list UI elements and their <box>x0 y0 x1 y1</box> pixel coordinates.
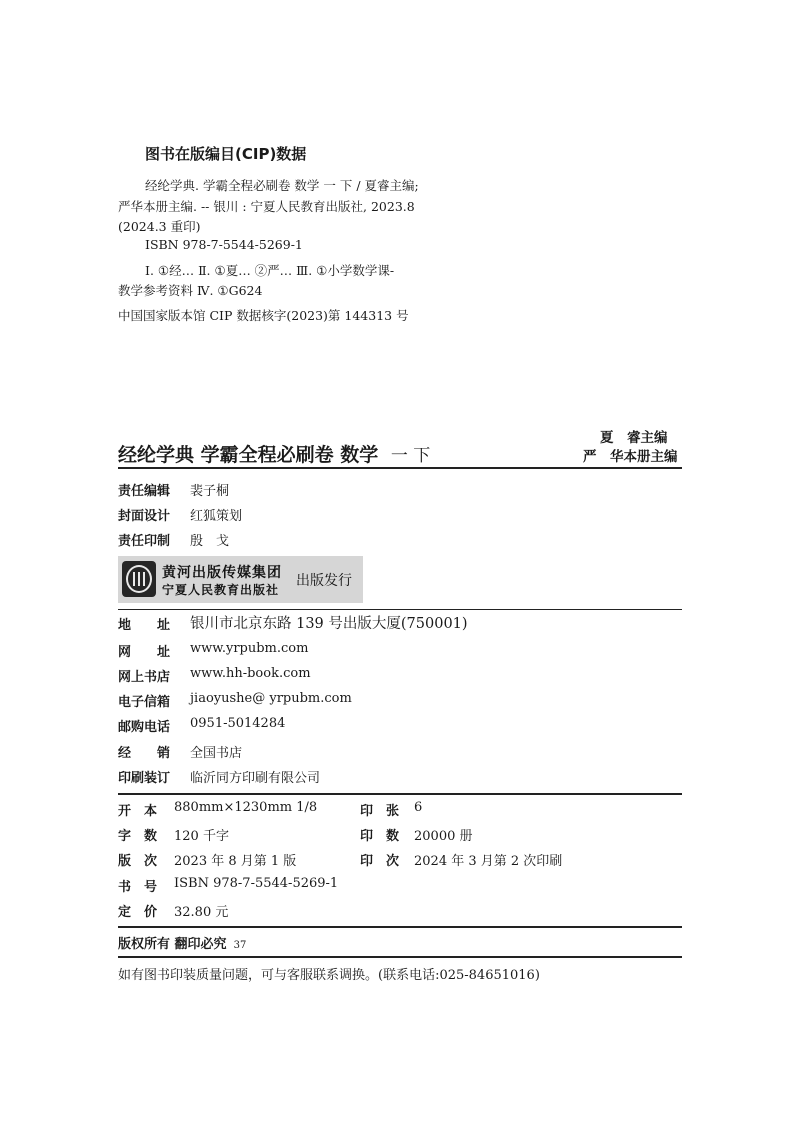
contact-label: 网上书店 <box>118 670 171 685</box>
spec-label: 字 数 <box>118 829 158 844</box>
cip-heading: 图书在版编目(CIP)数据 <box>145 145 307 163</box>
contact-value: 临沂同方印刷有限公司 <box>190 771 321 786</box>
cip-number: 中国国家版本馆 CIP 数据核字(2023)第 144313 号 <box>118 308 409 323</box>
copyright <box>118 933 246 952</box>
contact-value: 银川市北京东路 139 号出版大厦(750001) <box>190 616 468 632</box>
spec-label: 版 次 <box>118 854 158 869</box>
spec-value: 2023 年 8 月第 1 版 <box>174 854 297 869</box>
contact-label: 邮购电话 <box>118 720 171 735</box>
spec-label: 开 本 <box>118 804 158 819</box>
contact-value: 0951-5014284 <box>190 716 286 731</box>
contact-label: 电子信箱 <box>118 695 171 710</box>
staff-label: 责任印制 <box>118 534 171 549</box>
cip-isbn: ISBN 978-7-5544-5269-1 <box>145 237 303 252</box>
contact-label: 地 址 <box>118 618 171 633</box>
volume-editor: 严 华本册主编 <box>583 449 678 465</box>
copyright-code: 37 <box>233 940 247 951</box>
spec-value: 120 千字 <box>174 829 229 844</box>
divider <box>118 793 682 795</box>
contact-label: 经 销 <box>118 746 171 761</box>
contact-value: www.yrpubm.com <box>190 641 309 656</box>
staff-value: 殷 戈 <box>190 534 230 549</box>
publisher-logo-box <box>118 556 363 603</box>
main-editor: 夏 睿主编 <box>600 430 668 446</box>
book-title <box>118 440 430 467</box>
publisher-tag: 出版发行 <box>296 573 352 589</box>
publisher-group-name: 黄河出版传媒集团 <box>162 565 282 581</box>
spec-value: 880mm×1230mm 1/8 <box>174 800 318 815</box>
copyright-text: 版权所有 翻印必究 <box>118 937 227 952</box>
spec-value: 2024 年 3 月第 2 次印刷 <box>414 854 563 869</box>
divider <box>118 926 682 928</box>
spec-value: ISBN 978-7-5544-5269-1 <box>174 876 339 891</box>
spec-value: 32.80 元 <box>174 905 229 920</box>
spec-value: 20000 册 <box>414 829 473 844</box>
staff-label: 封面设计 <box>118 509 171 524</box>
cip-line: Ⅰ. ①经… Ⅱ. ①夏… ②严… Ⅲ. ①小学数学课- <box>145 263 395 278</box>
contact-value: www.hh-book.com <box>190 666 311 681</box>
spec-label: 印 数 <box>360 829 400 844</box>
cip-line: 严华本册主编. -- 银川 : 宁夏人民教育出版社, 2023.8 <box>118 199 415 214</box>
cip-line: 教学参考资料 Ⅳ. ①G624 <box>118 283 263 298</box>
spec-label: 印 次 <box>360 854 400 869</box>
divider <box>118 956 682 958</box>
cip-line: (2024.3 重印) <box>118 219 201 234</box>
contact-label: 印刷装订 <box>118 771 171 786</box>
cip-line: 经纶学典. 学霸全程必刷卷 数学 一 下 / 夏睿主编; <box>145 178 419 193</box>
divider <box>118 609 682 610</box>
publisher-house-name: 宁夏人民教育出版社 <box>162 583 280 597</box>
spec-label: 印 张 <box>360 804 400 819</box>
service-notice: 如有图书印装质量问题，可与客服联系调换。(联系电话:025-84651016) <box>118 968 540 983</box>
contact-label: 网 址 <box>118 645 171 660</box>
yellow-river-logo-icon <box>122 561 156 597</box>
book-grade: 一 下 <box>390 446 431 466</box>
staff-value: 裴子桐 <box>190 484 230 499</box>
spec-value: 6 <box>414 800 423 815</box>
divider <box>118 467 682 469</box>
staff-label: 责任编辑 <box>118 484 171 499</box>
spec-label: 定 价 <box>118 905 158 920</box>
book-title-text: 经纶学典 学霸全程必刷卷 数学 <box>118 444 379 466</box>
contact-value: jiaoyushe@ yrpubm.com <box>190 691 352 706</box>
spec-label: 书 号 <box>118 880 158 895</box>
staff-value: 红狐策划 <box>190 509 243 524</box>
contact-value: 全国书店 <box>190 746 243 761</box>
